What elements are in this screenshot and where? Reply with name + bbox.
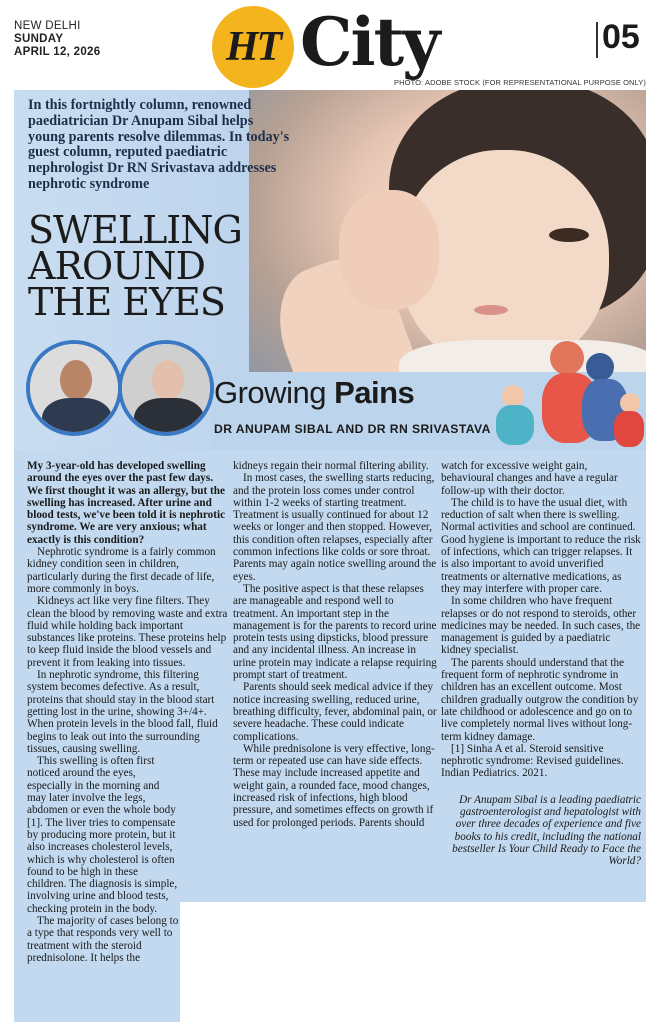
masthead [0, 0, 654, 90]
dateline-city: NEW DELHI [14, 20, 81, 32]
intro-blurb: In this fortnightly column, renowned paediatrician Dr Anupam Sibal helps young parents resolve dilemmas. In today's guest column, reputed paediatric nephrologist Dr RN Srivastava addresses nephrotic syndrome [28, 97, 290, 192]
paragraph: In some children who have frequent relapses or do not respond to steroids, other medicines may be needed. In such cases, the management is guided by a paediatric kidney specialist. [441, 595, 641, 657]
child-mouth [474, 305, 508, 315]
byline: DR ANUPAM SIBAL AND DR RN SRIVASTAVA [214, 422, 491, 436]
author-photo-sibal [26, 340, 122, 436]
headline [28, 208, 258, 324]
paragraph: Parents should seek medical advice if they notice increasing swelling, reduced urine, breathing difficulty, fever, abdominal pain, or severe headache. These could indicate complications. [233, 681, 437, 743]
paragraph: In most cases, the swelling starts reducing, and the protein loss comes under control within 1-2 weeks of starting treatment. Treatment is usually continued for about 12 weeks or longer and then stopped. However, this condition often relapses, especially after common infections like colds or sore throat. Parents may again notice swelling around the eyes. [233, 472, 437, 583]
dateline-day: SUNDAY [14, 33, 64, 45]
hero-panel [14, 90, 646, 450]
section-title: City [300, 3, 439, 81]
paragraph: kidneys regain their normal filtering ability. [233, 460, 429, 472]
headline-line: AROUND [28, 244, 205, 288]
paragraph: The positive aspect is that these relapses are manageable and respond well to treatment. An important step in the management is for the parents to record urine protein tests using dipsticks, blood pressure and any incidental illness. An increase in urine protein may indicate a relapse requiring prompt start of treatment. [233, 582, 437, 682]
page-number: 05 [602, 18, 640, 56]
family-illustration [492, 335, 646, 450]
author-bio: Dr Anupam Sibal is a leading paediatric gastroenterologist and hepatologist with over three decades of experience and five books to his credit, including the national bestseller Is Your Child Ready to Face the World? [452, 793, 641, 868]
paragraph: Nephrotic syndrome is a fairly common kidney condition seen in children, particularly during the first decade of life, more commonly in boys. [27, 546, 216, 595]
child-fist [339, 190, 439, 310]
paragraph: watch for excessive weight gain, behavioural changes and have a regular follow-up with their doctor. [441, 460, 618, 497]
reference: [1] Sinha A et al. Steroid sensitive nephrotic syndrome: Revised guidelines. Indian Pediatrics. 2021. [441, 742, 624, 780]
paragraph: The child is to have the usual diet, with reduction of salt when there is swelling. Normal activities and school are continued. Good hygiene is important to reduce the risk of infections, which can trigger relapses. It is also important to avoid unverified treatments or alternative medications, as they may interfere with proper care. [441, 496, 641, 595]
article-column-3 [441, 460, 641, 868]
ht-logo-text: HT [225, 24, 281, 70]
dateline [14, 20, 100, 59]
article-column-1 [27, 460, 230, 964]
paragraph: The majority of cases belong to a type that responds very well to treatment with the steroid prednisolone. It helps the [27, 914, 179, 964]
ht-logo [212, 6, 294, 88]
paragraph: Kidneys act like very fine filters. They clean the blood by removing waste and extra fluid while holding back important substances like proteins. These proteins help to keep fluid inside the blood vessels and prevent it from leaking into tissues. [27, 595, 228, 669]
article-column-2 [233, 460, 437, 829]
headline-line: THE EYES [28, 280, 225, 324]
headline-line: SWELLING [28, 208, 242, 252]
paragraph: This swelling is often first noticed around the eyes, especially in the morning and may later involve the legs, abdomen or even the whole body [1]. The liver tries to compensate by producing more protein, but it also increases cholesterol levels, which is why cholesterol is often found to be high in these children. The diagnosis is simple, involving urine and blood tests, checking protein in the body. [27, 755, 178, 915]
page-number-divider [596, 22, 598, 58]
paragraph: While prednisolone is very effective, long-term or repeated use can have side effects. These may include increased appetite and weight gain, a rounded face, mood changes, increased risk of infections, high blood pressure, and sometimes effects on growth if used for prolonged periods. Parents should [233, 742, 435, 829]
column-title [214, 376, 414, 410]
author-photo-srivastava [118, 340, 214, 436]
paragraph: The parents should understand that the frequent form of nephrotic syndrome in children has an excellent outcome. Most children gradually outgrow the condition by late childhood or adolescence and go on to live completely normal lives without long-term kidney damage. [441, 656, 639, 743]
column-title-light: Growing [214, 375, 326, 410]
photo-credit: PHOTO: ADOBE STOCK (FOR REPRESENTATIONAL PURPOSE ONLY) [394, 78, 646, 87]
column-title-bold: Pains [334, 375, 415, 410]
reader-question: My 3-year-old has developed swelling around the eyes over the past few days. We first thought it was an allergy, but the swelling has increased. After urine and blood tests, we've been told it is nephrotic syndrome. We are very anxious; what exactly is this condition? [27, 460, 226, 546]
dateline-date: APRIL 12, 2026 [14, 46, 101, 58]
child-eye [549, 228, 589, 242]
paragraph: In nephrotic syndrome, this filtering system becomes defective. As a result, proteins that should stay in the blood start getting lost in the urine, showing 3+/4+. When protein levels in the blood fall, fluid begins to leak out into the surrounding tissues, causing swelling. [27, 669, 218, 755]
